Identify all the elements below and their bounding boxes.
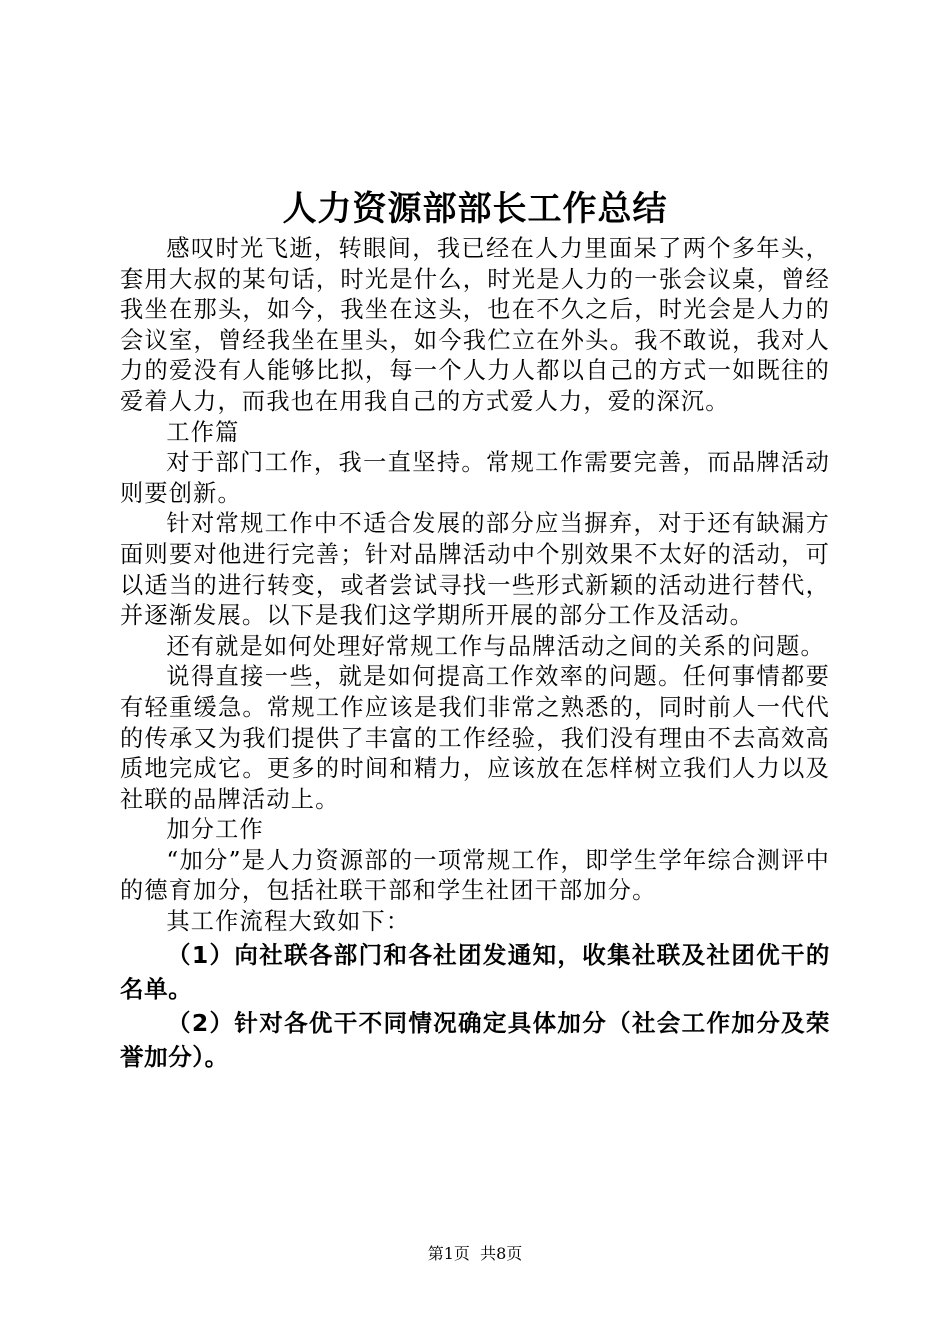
page-footer [0, 1243, 950, 1265]
page-number: 第1页 [427, 1244, 470, 1263]
document-title: 人力资源部部长工作总结 [282, 189, 668, 229]
paragraph-workflow-intro: 其工作流程大致如下： [166, 908, 411, 936]
workflow-step-1: （1）向社联各部门和各社团发通知，收集社联及社团优干的名单。 [120, 940, 830, 1003]
section-heading-work: 工作篇 [166, 418, 240, 446]
paragraph-relationship-question: 还有就是如何处理好常规工作与品牌活动之间的关系的问题。 [166, 632, 825, 660]
paragraph-efficiency: 说得直接一些，就是如何提高工作效率的问题。任何事情都要有轻重缓急。常规工作应该是我们非常之熟悉的，同时前人一代代的传承又为我们提供了丰富的工作经验，我们没有理由不去高效高质地完成它。更多的时间和精力，应该放在怎样树立我们人力以及社联的品牌活动上。 [120, 663, 830, 813]
paragraph-department-work: 对于部门工作，我一直坚持。常规工作需要完善，而品牌活动则要创新。 [120, 449, 830, 507]
workflow-step-2: （2）针对各优干不同情况确定具体加分（社会工作加分及荣誉加分）。 [120, 1008, 830, 1071]
section-heading-bonus: 加分工作 [166, 816, 264, 844]
paragraph-bonus-desc: “加分”是人力资源部的一项常规工作，即学生学年综合测评中的德育加分，包括社联干部和学生社团干部加分。 [120, 846, 830, 905]
document-body [120, 234, 830, 1074]
paragraph-routine-work: 针对常规工作中不适合发展的部分应当摒弃，对于还有缺漏方面则要对他进行完善；针对品牌活动中个别效果不太好的活动，可以适当的进行转变，或者尝试寻找一些形式新颖的活动进行替代，并逐渐发展。以下是我们这学期所开展的部分工作及活动。 [120, 510, 830, 630]
paragraph-intro: 感叹时光飞逝，转眼间，我已经在人力里面呆了两个多年头，套用大叔的某句话，时光是什么，时光是人力的一张会议桌，曾经我坐在那头，如今，我坐在这头，也在不久之后，时光会是人力的会议室，曾经我坐在里头，如今我伫立在外头。我不敢说，我对人力的爱没有人能够比拟，每一个人力人都以自己的方式一如既往的爱着人力，而我也在用我自己的方式爱人力，爱的深沉。 [120, 235, 830, 415]
page-total: 共8页 [480, 1244, 523, 1263]
